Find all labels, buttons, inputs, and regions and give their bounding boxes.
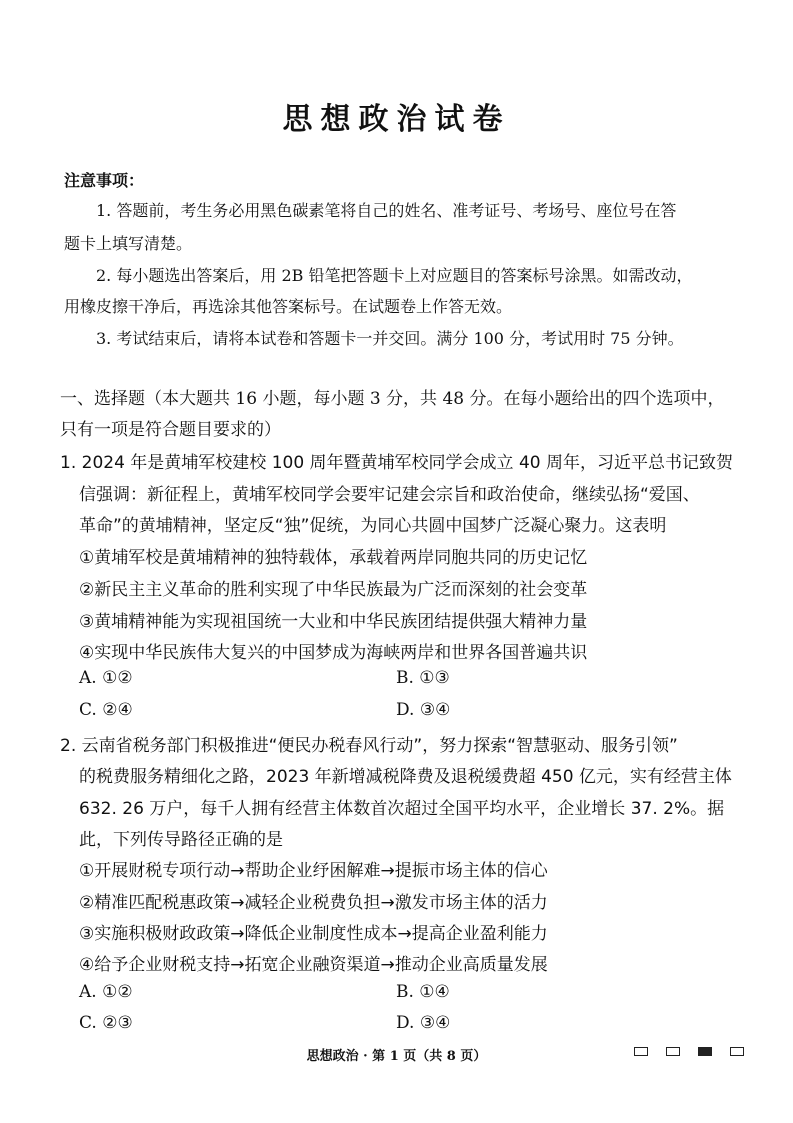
option-d[interactable]: D. ③④: [396, 700, 451, 720]
question-item: ②新民主主义革命的胜利实现了中华民族最为广泛而深刻的社会变革: [79, 580, 588, 600]
question-stem: 2. 云南省税务部门积极推进“便民办税春风行动”，努力探索“智慧驱动、服务引领”: [60, 736, 678, 756]
option-d[interactable]: D. ③④: [396, 1013, 451, 1033]
registration-marks: [634, 1047, 744, 1056]
registration-mark: [634, 1047, 648, 1056]
option-b[interactable]: B. ①④: [396, 982, 450, 1002]
question-item: ④实现中华民族伟大复兴的中国梦成为海峡两岸和世界各国普遍共识: [79, 643, 588, 663]
page-footer: 思想政治 · 第 1 页（共 8 页）: [306, 1049, 487, 1064]
section-heading: 一、选择题（本大题共 16 小题，每小题 3 分，共 48 分。在每小题给出的四个选项中，: [60, 389, 725, 409]
question-stem: 1. 2024 年是黄埔军校建校 100 周年暨黄埔军校同学会成立 40 周年，习近平总书记致贺: [60, 453, 733, 473]
question-item: ①开展财税专项行动→帮助企业纾困解难→提振市场主体的信心: [79, 861, 548, 881]
question-stem: 632. 26 万户，每千人拥有经营主体数首次超过全国平均水平，企业增长 37. 2%。据: [79, 799, 725, 819]
notice-line: 1. 答题前，考生务必用黑色碳素笔将自己的姓名、准考证号、考场号、座位号在答: [96, 201, 677, 220]
option-c[interactable]: C. ②③: [79, 1013, 133, 1033]
question-stem: 信强调：新征程上，黄埔军校同学会要牢记建会宗旨和政治使命，继续弘扬“爱国、: [79, 485, 700, 505]
notice-line: 题卡上填写清楚。: [64, 234, 193, 253]
question-stem: 此，下列传导路径正确的是: [79, 830, 283, 850]
section-heading: 只有一项是符合题目要求的）: [60, 420, 281, 440]
option-c[interactable]: C. ②④: [79, 700, 133, 720]
notice-line: 2. 每小题选出答案后，用 2B 铅笔把答题卡上对应题目的答案标号涂黑。如需改动，: [96, 266, 693, 285]
registration-mark: [730, 1047, 744, 1056]
question-item: ④给予企业财税支持→拓宽企业融资渠道→推动企业高质量发展: [79, 955, 548, 975]
question-item: ①黄埔军校是黄埔精神的独特载体，承载着两岸同胞共同的历史记忆: [79, 548, 588, 568]
question-item: ③黄埔精神能为实现祖国统一大业和中华民族团结提供强大精神力量: [79, 612, 588, 632]
notice-line: 3. 考试结束后，请将本试卷和答题卡一并交回。满分 100 分，考试用时 75 分钟。: [96, 329, 684, 348]
page-title: 思想政治试卷: [282, 102, 511, 137]
question-item: ③实施积极财政政策→降低企业制度性成本→提高企业盈利能力: [79, 924, 548, 944]
notice-heading: 注意事项：: [64, 171, 145, 190]
option-a[interactable]: A. ①②: [79, 982, 133, 1002]
question-stem: 革命”的黄埔精神，坚定反“独”促统，为同心共圆中国梦广泛凝心聚力。这表明: [79, 516, 667, 536]
question-item: ②精准匹配税惠政策→减轻企业税费负担→激发市场主体的活力: [79, 893, 548, 913]
registration-mark: [666, 1047, 680, 1056]
option-a[interactable]: A. ①②: [79, 668, 133, 688]
registration-mark-filled: [698, 1047, 712, 1056]
question-stem: 的税费服务精细化之路，2023 年新增减税降费及退税缓费超 450 亿元，实有经营主体: [79, 767, 732, 787]
notice-line: 用橡皮擦干净后，再选涂其他答案标号。在试题卷上作答无效。: [64, 297, 513, 316]
option-b[interactable]: B. ①③: [396, 668, 450, 688]
